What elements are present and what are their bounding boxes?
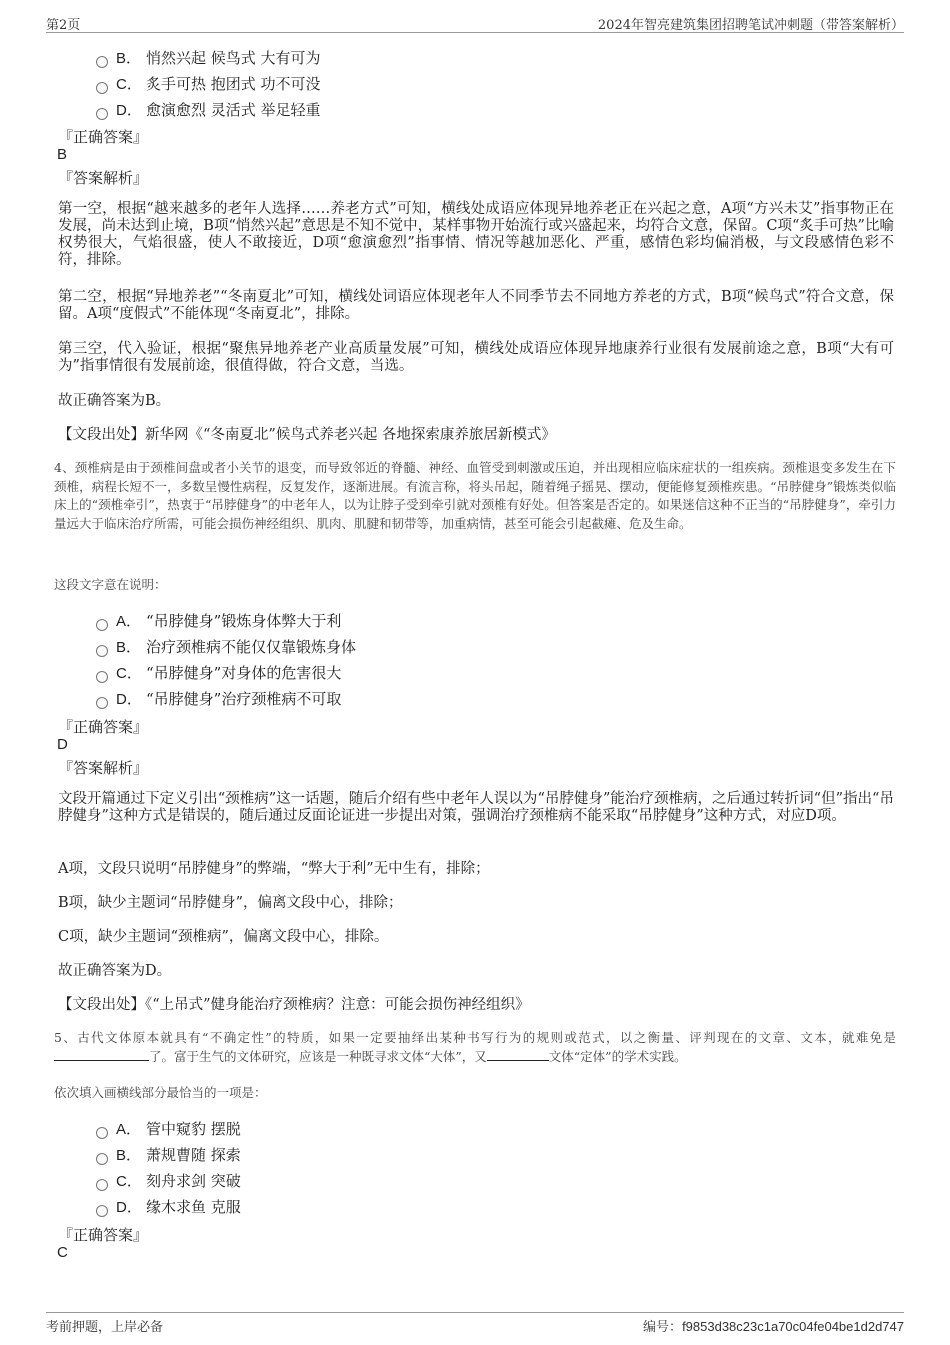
q4-analysis-paragraph: 文段开篇通过下定义引出“颈椎病”这一话题，随后介绍有些中老年人误以为“吊脖健身”能治疗颈椎病，之后通过转折词“但”指出“吊脖健身”这种方式是错误的，随后通过反面论证进一步提出对策，强调治疗颈椎病不能采取“吊脖健身”这种方式，对应D项。 xyxy=(58,791,894,824)
q4-answer: D xyxy=(57,736,68,753)
q3-source: 【文段出处】新华网《“冬南夏北”候鸟式养老兴起 各地探索康养旅居新模式》 xyxy=(58,427,556,443)
radio-icon[interactable] xyxy=(96,1179,108,1191)
q3-option-b[interactable]: B． 悄然兴起 候鸟式 大有可为 xyxy=(96,47,321,68)
document-code: 编号：f9853d38c23c1a70c04fe04be1d2d747 xyxy=(643,1319,904,1334)
q4-analysis-label: 『答案解析』 xyxy=(58,759,149,777)
q4-option-a[interactable]: A． “吊脖健身”锻炼身体弊大于利 xyxy=(96,610,341,631)
q3-conclusion: 故正确答案为B。 xyxy=(58,393,171,409)
page-header xyxy=(46,14,904,33)
radio-icon[interactable] xyxy=(96,697,108,709)
q3-answer: B xyxy=(57,146,68,163)
q4-option-d[interactable]: D． “吊脖健身”治疗颈椎病不可取 xyxy=(96,688,341,709)
radio-icon[interactable] xyxy=(96,56,108,68)
radio-icon[interactable] xyxy=(96,82,108,94)
q5-answer-label: 『正确答案』 xyxy=(58,1226,149,1244)
q5-option-d[interactable]: D． 缘木求鱼 克服 xyxy=(96,1196,241,1217)
q5-prompt: 依次填入画横线部分最恰当的一项是： xyxy=(54,1085,267,1100)
page-footer xyxy=(46,1312,904,1335)
q5-answer: C xyxy=(57,1244,68,1261)
radio-icon[interactable] xyxy=(96,1127,108,1139)
radio-icon[interactable] xyxy=(96,1153,108,1165)
footer-slogan: 考前押题，上岸必备 xyxy=(46,1320,164,1335)
q5-option-a[interactable]: A． 管中窥豹 摆脱 xyxy=(96,1118,241,1139)
radio-icon[interactable] xyxy=(96,1205,108,1217)
q3-option-d[interactable]: D． 愈演愈烈 灵活式 举足轻重 xyxy=(96,99,321,120)
q3-analysis-label: 『答案解析』 xyxy=(58,169,149,187)
q4-answer-label: 『正确答案』 xyxy=(58,718,149,736)
q4-source: 【文段出处】《“上吊式”健身能治疗颈椎病？注意：可能会损伤神经组织》 xyxy=(58,997,530,1013)
q4-analysis-paragraph: B项，缺少主题词“吊脖健身”，偏离文段中心，排除； xyxy=(58,895,403,911)
q4-conclusion: 故正确答案为D。 xyxy=(58,963,172,979)
q4-stem: 4、颈椎病是由于颈椎间盘或者小关节的退变，而导致邻近的脊髓、神经、血管受到刺激或压迫，并出现相应临床症状的一组疾病。颈椎退变多发生在下颈椎，病程长短不一，多数呈慢性病程，反复发作，逐渐进展。有流言称，将头吊起，随着绳子摇晃、摆动，便能修复颈椎疾患。“吊脖健身”锻炼类似临床上的“颈椎牵引”，热衷于“吊脖健身”的中老年人，以为让脖子受到牵引就对颈椎有好处。但答案是否定的。如果迷信这种不正当的“吊脖健身”，牵引力量远大于临床治疗所需，可能会损伤神经组织、肌肉、肌腱和韧带等，加重病情，甚至可能会引起截瘫、危及生命。 xyxy=(54,460,896,531)
q4-analysis-paragraph: A项，文段只说明“吊脖健身”的弊端，“弊大于利”无中生有，排除； xyxy=(58,861,490,877)
q3-analysis-paragraph: 第三空，代入验证，根据“聚焦异地养老产业高质量发展”可知，横线处成语应体现异地康养行业很有发展前途之意，B项“大有可为”指事情很有发展前途，很值得做，符合文意，当选。 xyxy=(58,341,894,374)
q5-stem: 5、古代文体原本就具有“不确定性”的特质，如果一定要抽绎出某种书写行为的规则或范式，以之衡量、评判现在的文章、文本，就难免是了。富于生气的文体研究，应该是一种既寻求文体“大体”，又 文体“定体”的学术实践。 xyxy=(54,1030,896,1064)
fill-blank-1[interactable] xyxy=(54,1048,149,1061)
q4-prompt: 这段文字意在说明： xyxy=(54,577,167,592)
q4-option-c[interactable]: C． “吊脖健身”对身体的危害很大 xyxy=(96,662,341,683)
radio-icon[interactable] xyxy=(96,645,108,657)
document-title: 2024年智亮建筑集团招聘笔试冲刺题（带答案解析） xyxy=(597,18,904,33)
q3-option-c[interactable]: C． 炙手可热 抱团式 功不可没 xyxy=(96,73,321,94)
q4-option-b[interactable]: B． 治疗颈椎病不能仅仅靠锻炼身体 xyxy=(96,636,356,657)
fill-blank-2[interactable] xyxy=(487,1048,549,1061)
radio-icon[interactable] xyxy=(96,619,108,631)
q5-option-c[interactable]: C． 刻舟求剑 突破 xyxy=(96,1170,241,1191)
q3-analysis-paragraph: 第一空，根据“越来越多的老年人选择……养老方式”可知，横线处成语应体现异地养老正在兴起之意，A项“方兴未艾”指事物正在发展，尚未达到止境，B项“悄然兴起”意思是不知不觉中，某样事物开始流行或兴盛起来，均符合文意，保留。C项“炙手可热”比喻权势很大，气焰很盛，使人不敢接近，D项“愈演愈烈”指事情、情况等越加恶化、严重，感情色彩均偏消极，与文段感情色彩不符，排除。 xyxy=(58,201,894,268)
q4-analysis-paragraph: C项，缺少主题词“颈椎病”，偏离文段中心，排除。 xyxy=(58,929,389,945)
page-number: 第2页 xyxy=(46,18,81,33)
radio-icon[interactable] xyxy=(96,671,108,683)
q3-analysis-paragraph: 第二空，根据“异地养老”“冬南夏北”可知，横线处词语应体现老年人不同季节去不同地方养老的方式，B项“候鸟式”符合文意，保留。A项“度假式”不能体现“冬南夏北”，排除。 xyxy=(58,289,894,322)
q3-answer-label: 『正确答案』 xyxy=(58,128,149,146)
q5-option-b[interactable]: B． 萧规曹随 探索 xyxy=(96,1144,241,1165)
radio-icon[interactable] xyxy=(96,108,108,120)
